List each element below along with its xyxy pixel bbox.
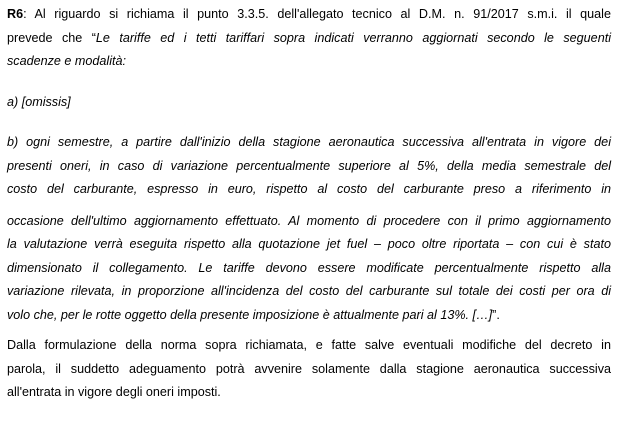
clause-line-8-text: volo che, per le rotte oggetto della presente imposizione è attualmente pari al 13%. […] <box>7 307 493 322</box>
section-label: R6 <box>7 7 24 21</box>
line-2-lead: prevede che “ <box>7 30 96 45</box>
paragraph-clause-b <box>7 131 611 327</box>
clause-line-1: b) ogni semestre, a partire dall'inizio della stagione aeronautica successiva all'entrata in vigore dei <box>7 135 611 149</box>
omissis-line: a) [omissis] <box>7 95 71 109</box>
clause-line-8 <box>7 304 611 328</box>
conclusion-line-1: Dalla formulazione della norma sopra richiamata, e fatte salve eventuali modifiche del decreto in <box>7 338 611 352</box>
clause-line-3: costo del carburante, espresso in euro, rispetto al costo del carburante preso a riferimento in <box>7 182 611 196</box>
conclusion-line-3: all'entrata in vigore degli oneri imposti. <box>7 385 221 399</box>
conclusion-line-2: parola, il suddetto adeguamento potrà avvenire solamente dalla stagione aeronautica successiva <box>7 361 611 376</box>
clause-line-2: presenti oneri, in caso di variazione percentualmente superiore al 5%, della media semestrale del <box>7 158 611 173</box>
quote-start: Le tariffe ed i tetti tariffari sopra indicati verranno aggiornati secondo le seguenti <box>95 30 611 45</box>
line-2 <box>7 27 611 51</box>
paragraph-r6-intro <box>7 3 611 74</box>
quote-end: ”. <box>492 307 500 322</box>
line-1-text: : Al riguardo si richiama il punto 3.3.5. dell'allegato tecnico al D.M. n. 91/2017 s.m.i. il quale <box>23 7 611 21</box>
paragraph-omissis <box>7 91 611 115</box>
line-3: scadenze e modalità: <box>7 54 127 68</box>
clause-line-7: variazione rilevata, in proporzione all'incidenza del costo del carburante sul totale dei costi per ora di <box>7 284 611 298</box>
line-1 <box>7 3 611 27</box>
clause-line-4: occasione dell'ultimo aggiornamento effettuato. Al momento di procedere con il primo aggiornamento <box>7 213 611 228</box>
clause-line-6: dimensionato il collegamento. Le tariffe devono essere modificate percentualmente rispetto alla <box>7 260 611 275</box>
clause-line-5: la valutazione verrà eseguita rispetto alla quotazione jet fuel – poco oltre riportata – con cui è stato <box>7 237 611 251</box>
paragraph-conclusion <box>7 334 611 405</box>
